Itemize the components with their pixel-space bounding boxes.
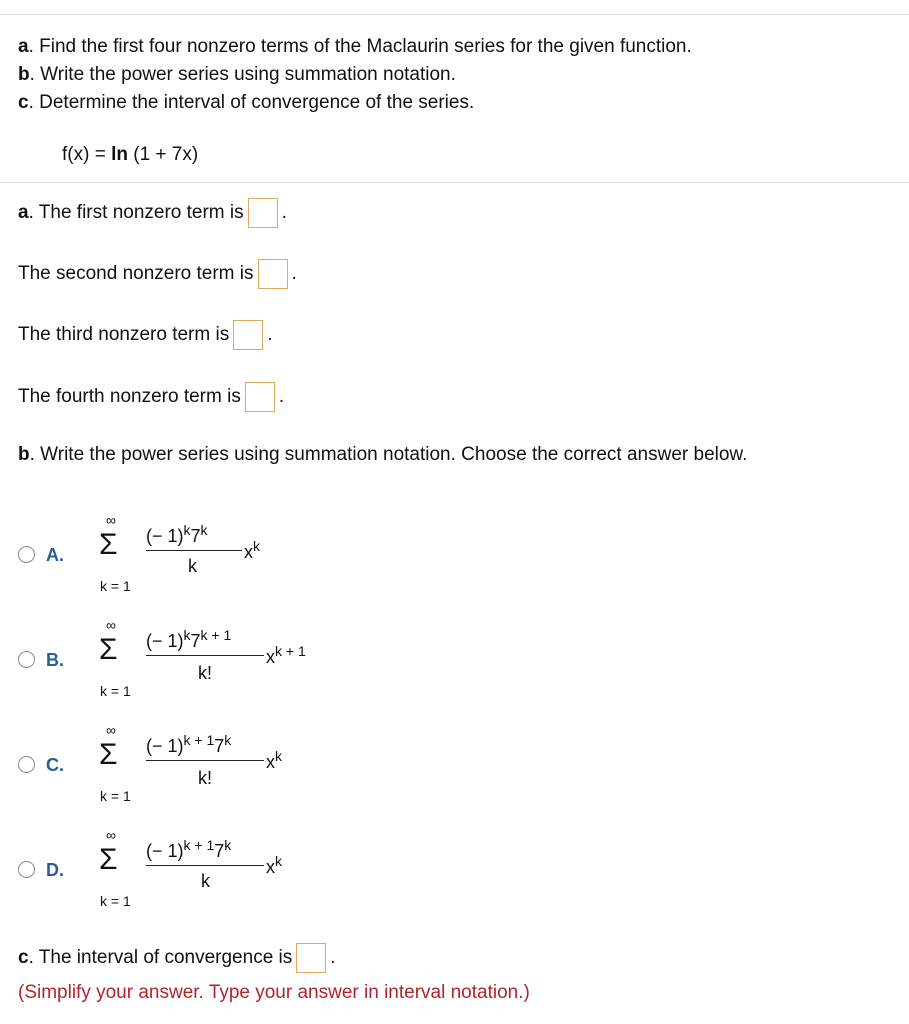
fourth-term-input[interactable] — [245, 382, 275, 412]
option-b-letter: B. — [46, 650, 64, 670]
part-b-label: b — [18, 444, 30, 465]
num-base: (− 1) — [146, 526, 184, 546]
num-seven-exp: k + 1 — [200, 627, 232, 643]
sum-upper-limit: ∞ — [106, 617, 116, 633]
sigma-symbol: Σ — [99, 633, 118, 666]
denominator: k! — [198, 663, 213, 683]
label-c: c — [18, 92, 29, 113]
instruction-a-text: . Find the first four nonzero terms of the Maclaurin series for the given function. — [28, 36, 692, 57]
denominator: k — [188, 556, 197, 576]
x-exp: k + 1 — [275, 643, 306, 659]
option-b-numerator — [146, 627, 231, 652]
top-divider — [0, 14, 909, 15]
fraction-bar — [146, 655, 264, 656]
interval-row — [18, 943, 336, 973]
instruction-b-text: . Write the power series using summation notation. — [29, 64, 456, 85]
option-a[interactable] — [18, 508, 338, 598]
x-var: x — [244, 542, 253, 562]
function-prefix: f(x) = — [62, 144, 112, 165]
sum-lower-limit: k = 1 — [100, 788, 131, 804]
function-suffix: (1 + 7x) — [127, 144, 199, 165]
x-var: x — [266, 647, 275, 667]
option-c-radio[interactable] — [18, 756, 35, 773]
part-a-label: a — [18, 202, 29, 223]
option-a-numerator — [146, 522, 208, 547]
function-ln: ln — [111, 144, 128, 165]
num-exp: k — [183, 522, 191, 538]
option-d-x — [266, 853, 282, 878]
num-seven-exp: k — [200, 522, 208, 538]
option-a-letter: A. — [46, 545, 64, 565]
option-a-radio[interactable] — [18, 546, 35, 563]
sigma-symbol: Σ — [99, 843, 118, 876]
part-b-prompt-text: . Write the power series using summation notation. Choose the correct answer below. — [29, 444, 748, 465]
instruction-c — [18, 92, 474, 114]
first-term-input[interactable] — [248, 198, 278, 228]
fraction-bar — [146, 865, 264, 866]
interval-input[interactable] — [296, 943, 326, 973]
option-d[interactable] — [18, 823, 358, 913]
option-c-numerator — [146, 732, 231, 757]
period: . — [291, 263, 297, 284]
section-divider — [0, 182, 909, 183]
x-exp: k — [275, 748, 282, 764]
x-var: x — [266, 857, 275, 877]
num-seven-exp: k — [224, 837, 232, 853]
num-base: (− 1) — [146, 736, 184, 756]
num-exp: k + 1 — [183, 732, 215, 748]
option-a-x — [244, 538, 260, 563]
num-base: (− 1) — [146, 841, 184, 861]
first-term-label: . The first nonzero term is — [28, 202, 244, 223]
option-c[interactable] — [18, 718, 358, 808]
part-b-prompt — [18, 444, 747, 466]
third-term-row — [18, 320, 272, 350]
third-term-label: The third nonzero term is — [18, 324, 230, 345]
period: . — [281, 202, 287, 223]
option-b[interactable] — [18, 613, 358, 703]
sum-lower-limit: k = 1 — [100, 893, 131, 909]
first-term-row — [18, 198, 287, 228]
denominator: k! — [198, 768, 213, 788]
option-d-radio[interactable] — [18, 861, 35, 878]
x-exp: k — [253, 538, 260, 554]
period: . — [267, 324, 273, 345]
interval-hint: (Simplify your answer. Type your answer in interval notation.) — [18, 982, 530, 1003]
x-var: x — [266, 752, 275, 772]
interval-label: . The interval of convergence is — [28, 947, 293, 968]
instruction-a — [18, 36, 692, 58]
x-exp: k — [275, 853, 282, 869]
period: . — [278, 386, 285, 407]
option-d-letter: D. — [46, 860, 64, 880]
sum-upper-limit: ∞ — [106, 827, 116, 843]
fraction-bar — [146, 550, 242, 551]
sum-upper-limit: ∞ — [106, 512, 116, 528]
num-exp: k — [183, 627, 191, 643]
label-a: a — [18, 36, 29, 57]
num-exp: k + 1 — [183, 837, 215, 853]
sigma-symbol: Σ — [99, 528, 118, 561]
num-seven: 7 — [214, 736, 225, 756]
num-base: (− 1) — [146, 631, 184, 651]
fourth-term-row — [18, 382, 284, 412]
num-seven: 7 — [214, 841, 225, 861]
option-c-x — [266, 748, 282, 773]
part-c-label: c — [18, 947, 29, 968]
third-term-input[interactable] — [233, 320, 263, 350]
period: . — [330, 947, 336, 968]
sum-lower-limit: k = 1 — [100, 683, 131, 699]
option-b-x — [266, 643, 306, 668]
second-term-row — [18, 259, 297, 289]
second-term-input[interactable] — [258, 259, 288, 289]
sum-upper-limit: ∞ — [106, 722, 116, 738]
label-b: b — [18, 64, 30, 85]
given-function — [62, 144, 198, 166]
denominator: k — [201, 871, 210, 891]
option-b-radio[interactable] — [18, 651, 35, 668]
second-term-label: The second nonzero term is — [18, 263, 254, 284]
option-d-numerator — [146, 837, 231, 862]
instruction-c-text: . Determine the interval of convergence of the series. — [28, 92, 475, 113]
num-seven-exp: k — [224, 732, 232, 748]
sum-lower-limit: k = 1 — [100, 578, 131, 594]
instruction-b — [18, 64, 456, 86]
sigma-symbol: Σ — [99, 738, 118, 771]
num-seven: 7 — [190, 526, 201, 546]
num-seven: 7 — [190, 631, 201, 651]
fourth-term-label: The fourth nonzero term is — [18, 386, 241, 407]
fraction-bar — [146, 760, 264, 761]
option-c-letter: C. — [46, 755, 64, 775]
